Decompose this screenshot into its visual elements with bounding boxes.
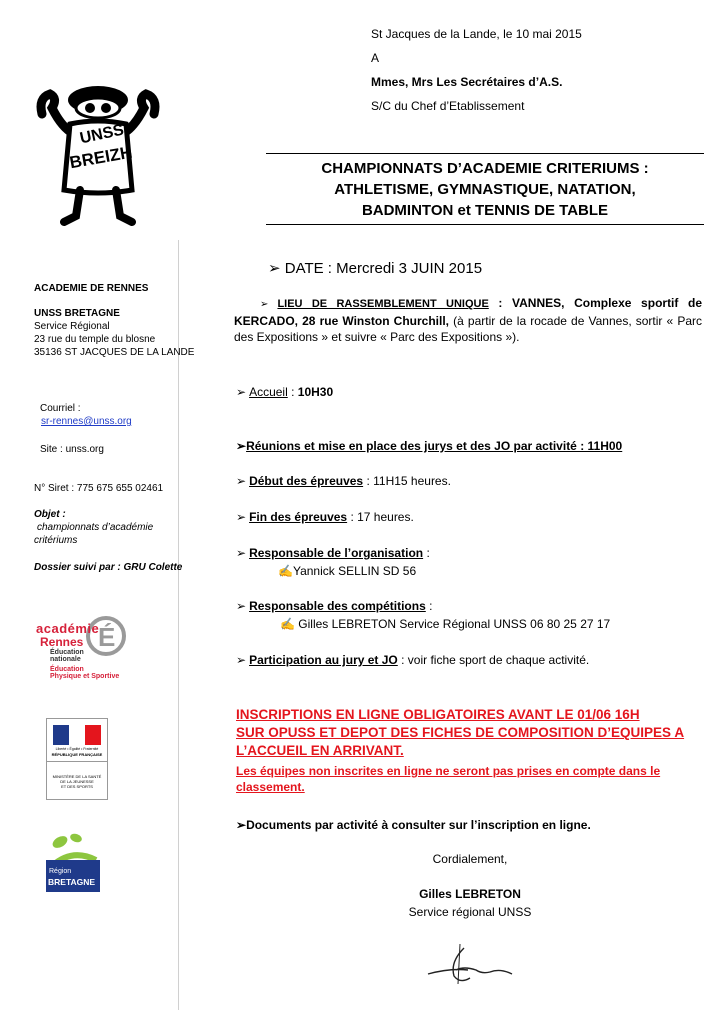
- participation-line: [236, 652, 589, 668]
- logo-text-unss: UNSS: [78, 121, 126, 148]
- resp-comp-colon: :: [425, 599, 433, 613]
- region-blue-block: [46, 860, 100, 892]
- reunions-line: [236, 438, 622, 454]
- recipients: Mmes, Mrs Les Secrétaires d’A.S.: [371, 75, 563, 89]
- sidebar-address2: 35136 ST JACQUES DE LA LANDE: [34, 347, 195, 358]
- arrow-bullet-icon: ➢: [236, 474, 247, 488]
- lieu-rest: (à partir de la rocade de Vannes, sortir « Parc des Expositions » et suivre « Parc des Expositions »).: [234, 314, 702, 344]
- sidebar-academie: ACADEMIE DE RENNES: [34, 283, 149, 294]
- sidebar-objet-value1: championnats d’académie: [37, 522, 154, 533]
- sidebar-objet-value2: critériums: [34, 535, 78, 546]
- lieu-bold: VANNES, Complexe sportif de KERCADO, 28 rue Winston Churchill,: [234, 296, 703, 328]
- svg-text:É: É: [98, 622, 116, 652]
- sidebar-service: Service Régional: [34, 321, 110, 332]
- documents-text: Documents par activité à consulter sur l’inscription en ligne.: [246, 818, 591, 832]
- academie-logo-line1: académie: [36, 621, 100, 636]
- participation-label: Participation au jury et JO: [249, 653, 398, 667]
- ministere-line1: MINISTÈRE DE LA SANTÉ: [52, 774, 102, 779]
- reunions-text: Réunions et mise en place des jurys et des JO par activité : 11H00: [246, 439, 623, 453]
- debut-value: : 11H15 heures.: [363, 474, 451, 488]
- fin-label: Fin des épreuves: [249, 510, 348, 524]
- french-flag-icon: [53, 725, 101, 745]
- region-logo-line1: Région: [49, 868, 72, 875]
- resp-org-label: Responsable de l’organisation: [249, 546, 424, 560]
- title-line1: CHAMPIONNATS D’ACADEMIE CRITERIUMS :: [321, 160, 649, 177]
- resp-org-line: [236, 545, 430, 561]
- resp-comp-person: [280, 616, 610, 632]
- ministere-divider: [47, 761, 107, 762]
- accueil-value: 10H30: [297, 385, 334, 399]
- accueil-line: ➢ Accueil : 10H30: [236, 385, 334, 399]
- sidebar-address1: 23 rue du temple du blosne: [34, 334, 156, 345]
- title-line2: ATHLETISME, GYMNASTIQUE, NATATION,: [334, 181, 636, 198]
- arrow-bullet-icon: ➢: [236, 653, 247, 667]
- logo-text-breizh: BREIZH: [68, 142, 134, 173]
- rf-motto: Liberté • Égalité • Fraternité: [55, 747, 99, 751]
- sidebar-siret: N° Siret : 775 675 655 02461: [34, 483, 164, 494]
- resp-comp-label: Responsable des compétitions: [249, 599, 426, 613]
- ministere-logo: [46, 718, 108, 800]
- lieu-paragraph: [234, 295, 702, 345]
- sidebar-org: UNSS BRETAGNE: [34, 308, 120, 319]
- resp-comp-value: Gilles LEBRETON Service Régional UNSS 06 80 25 27 17: [294, 617, 611, 631]
- inscriptions-line3: L’ACCUEIL EN ARRIVANT.: [236, 743, 404, 758]
- sidebar-courriel-label: Courriel :: [40, 403, 81, 414]
- rf-name: RÉPUBLIQUE FRANÇAISE: [51, 752, 103, 757]
- inscriptions-line1: INSCRIPTIONS EN LIGNE OBLIGATOIRES AVANT LE 01/06 16H: [236, 707, 640, 722]
- region-logo-line2: BRETAGNE: [48, 877, 96, 887]
- resp-org-person: [278, 563, 416, 579]
- place-date: St Jacques de la Lande, le 10 mai 2015: [371, 27, 582, 41]
- pointer-icon: ✍: [280, 617, 295, 631]
- cc: S/C du Chef d’Etablissement: [371, 99, 525, 113]
- pointer-icon: ✍: [278, 564, 293, 578]
- resp-org-colon: :: [423, 546, 430, 560]
- arrow-bullet-icon: ➢: [236, 599, 247, 613]
- debut-line: [236, 473, 451, 489]
- arrow-bullet-icon: ➢: [236, 439, 247, 453]
- lieu-label: LIEU DE RASSEMBLEMENT UNIQUE: [277, 298, 489, 310]
- arrow-bullet-icon: ➢: [236, 385, 247, 399]
- academie-logo-sub2: nationale: [50, 656, 81, 663]
- resp-comp-line: [236, 598, 432, 614]
- region-bretagne-logo: [46, 830, 100, 892]
- fin-value: : 17 heures.: [347, 510, 414, 524]
- academie-logo-sub4: Physique et Sportive: [50, 673, 120, 680]
- ministere-line3: ET DES SPORTS: [61, 784, 93, 789]
- arrow-bullet-icon: ➢: [236, 546, 247, 560]
- title-box: [266, 153, 704, 225]
- signer-name: Gilles LEBRETON: [419, 887, 521, 901]
- arrow-bullet-icon: ➢: [236, 510, 247, 524]
- warning-text: Les équipes non inscrites en ligne ne seront pas prises en compte dans le classement.: [236, 764, 661, 794]
- closing: Cordialement,: [432, 852, 508, 866]
- unss-breizh-logo: [28, 78, 168, 228]
- lieu-colon: :: [488, 296, 513, 310]
- debut-label: Début des épreuves: [249, 474, 364, 488]
- participation-value: : voir fiche sport de chaque activité.: [397, 653, 590, 667]
- fin-line: [236, 509, 414, 525]
- sidebar-site: Site : unss.org: [40, 444, 104, 455]
- email-link[interactable]: sr-rennes@unss.org: [41, 416, 132, 427]
- ministere-line2: DE LA JEUNESSE: [60, 779, 94, 784]
- title-line3: BADMINTON et TENNIS DE TABLE: [361, 202, 609, 219]
- academie-logo-sub3: Éducation: [50, 666, 84, 673]
- date-text: DATE : Mercredi 3 JUIN 2015: [284, 260, 483, 277]
- signer-role: Service régional UNSS: [408, 905, 532, 919]
- academie-logo-line2: Rennes: [40, 635, 84, 649]
- inscriptions-line2: SUR OPUSS ET DEPOT DES FICHES DE COMPOSITION D’EQUIPES A: [236, 725, 685, 740]
- arrow-bullet-icon: ➢: [236, 818, 247, 832]
- arrow-bullet-icon: ➢: [260, 299, 278, 310]
- date-line: [268, 259, 482, 279]
- sidebar-dossier: Dossier suivi par : GRU Colette: [34, 562, 183, 573]
- documents-line: [236, 817, 591, 833]
- academie-rennes-logo: [36, 604, 126, 688]
- to-label: A: [371, 51, 380, 65]
- sidebar-objet-label: Objet :: [34, 509, 66, 520]
- resp-org-value: Yannick SELLIN SD 56: [292, 564, 417, 578]
- academie-logo-sub1: Éducation: [50, 649, 84, 656]
- arrow-bullet-icon: ➢: [268, 260, 285, 277]
- accueil-label: Accueil: [249, 385, 288, 399]
- signature: [420, 940, 520, 990]
